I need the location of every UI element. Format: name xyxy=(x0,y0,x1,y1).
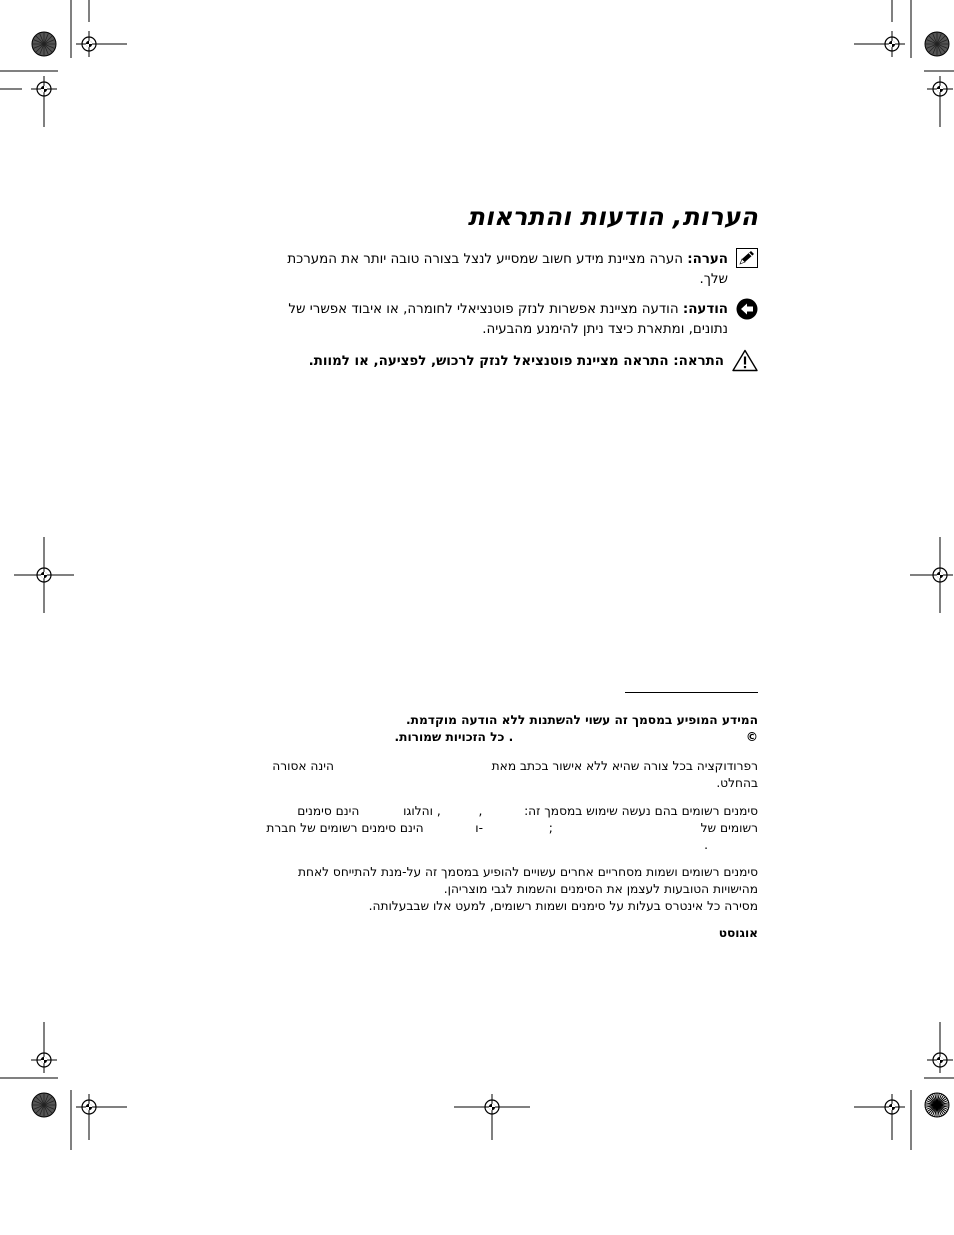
notice-label: הודעה: xyxy=(682,302,728,317)
notice-paragraph xyxy=(248,300,728,340)
caution-paragraph xyxy=(254,352,724,372)
warning-triangle-icon xyxy=(732,349,758,371)
rights-reserved: כל הזכויות שמורות. xyxy=(394,730,505,744)
trademark-line3: . xyxy=(704,838,708,852)
trademark-semicolon: ; xyxy=(548,821,553,835)
trademark-are-marks: הינם סימנים xyxy=(297,804,360,818)
note-text-line2: שלך. xyxy=(699,272,728,287)
legal-divider xyxy=(625,692,758,693)
note-label: הערה: xyxy=(687,252,728,267)
trademark-registered-of: רשומים של xyxy=(700,821,758,835)
notice-text-line2: נתונים, ומתארת כיצד ניתן להימנע מהבעיה. xyxy=(482,322,728,337)
note-paragraph xyxy=(248,250,728,290)
note-text-line1: הערה מציינת מידע חשוב שמסייע לנצל בצורה טובה יותר את המערכת xyxy=(287,252,683,267)
page-title: הערות, הודעות והתראות xyxy=(467,202,758,231)
other-trademarks-line2: מהישויות הטובעות לעצמן את הסימנים והשמות לגבי מוצריהן. xyxy=(443,882,758,896)
publication-date: אוגוסט xyxy=(718,926,758,940)
reproduction-text-b: הינה אסורה xyxy=(272,759,334,773)
notice-arrow-icon xyxy=(736,298,758,320)
pencil-note-icon xyxy=(736,248,758,270)
reproduction-text-a: רפרודוקציה בכל צורה שהיא ללא אישור בכתב מאת xyxy=(491,759,758,773)
trademark-intro: סימנים רשומים בהם נעשה שימוש במסמך זה: xyxy=(524,804,758,818)
caution-label: התראה: xyxy=(673,354,724,369)
reproduction-line2: בהחלט. xyxy=(716,776,758,790)
trademark-logo-text: , והלוגו xyxy=(403,804,441,818)
other-trademarks-line1: סימנים רשומים ושמות מסחריים אחרים עשויים להופיע במסמך זה על-מנת להתייחס לאחת xyxy=(297,865,758,879)
reproduction-line1 xyxy=(272,758,758,775)
notice-text-line1: הודעה מציינת אפשרות לנזק פוטנציאלי לחומרה, או איבוד אפשרי של xyxy=(288,302,679,317)
trademark-line1 xyxy=(297,803,758,820)
trademark-line2 xyxy=(266,820,758,837)
trademark-and: -ו xyxy=(475,821,484,835)
copyright-line xyxy=(395,729,759,746)
caution-text: התראה מציינת פוטנציאל לנזק לרכוש, לפציעה, או למוות. xyxy=(308,354,669,369)
rights-dot: . xyxy=(508,730,514,744)
other-trademarks-line3: מסירה כל אינטרס בעלות על סימנים ושמות רשומים, למעט אלו שבבעלותה. xyxy=(368,899,758,913)
trademark-registered-company: הינם סימנים רשומים של חברת xyxy=(266,821,424,835)
copyright-symbol: © xyxy=(745,730,758,744)
trademark-comma: , xyxy=(478,804,483,818)
change-notice: המידע המופיע במסמך זה עשוי להשתנות ללא הודעה מוקדמת. xyxy=(406,713,758,727)
